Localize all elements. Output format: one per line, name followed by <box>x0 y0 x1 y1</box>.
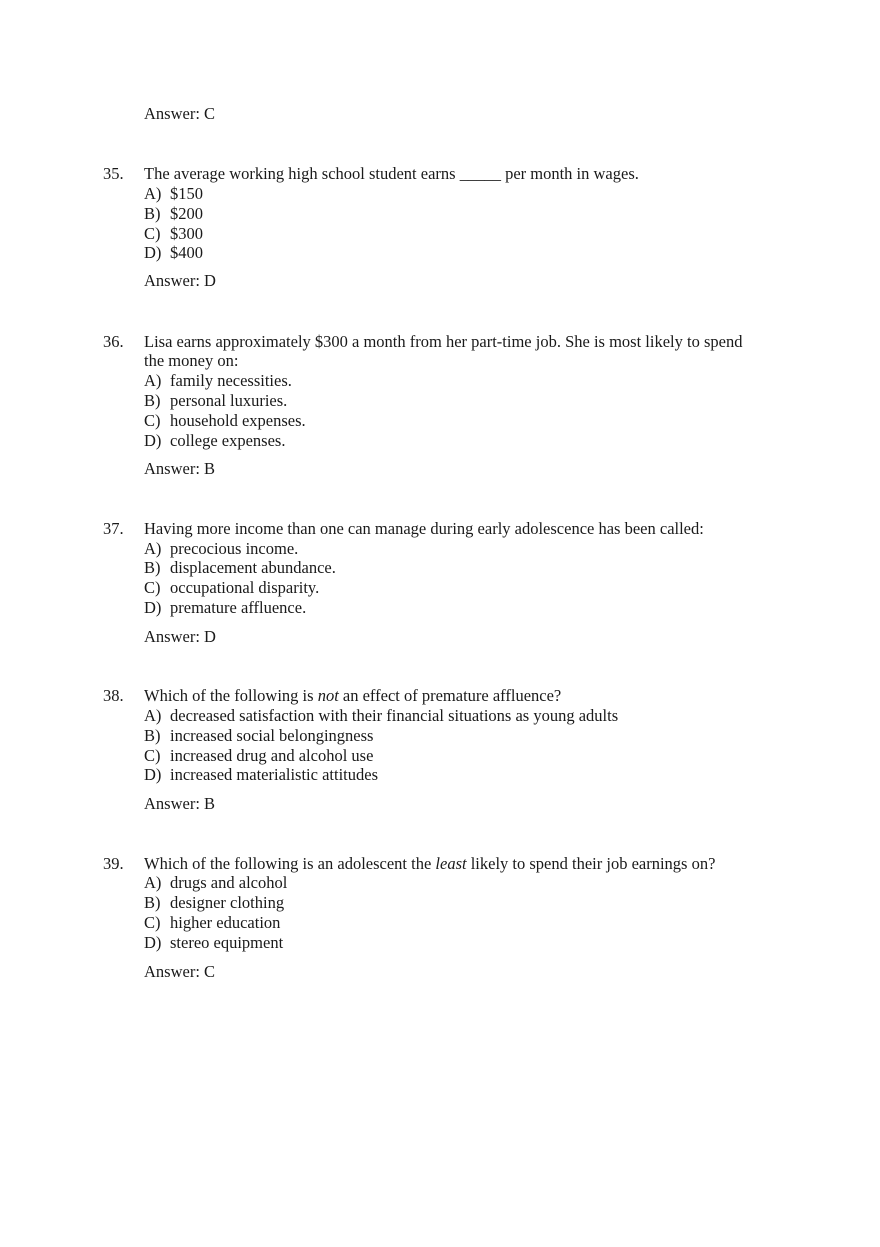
option-text: $200 <box>170 204 203 223</box>
option-letter: A) <box>144 371 162 390</box>
option-letter: C) <box>144 224 161 243</box>
option-text: increased social belongingness <box>170 726 374 745</box>
option-text: household expenses. <box>170 411 306 430</box>
question-stem: Having more income than one can manage during early adolescence has been called: <box>144 519 704 538</box>
question-number: 35. <box>103 164 124 183</box>
option-c <box>144 746 373 766</box>
question-number: 38. <box>103 686 124 705</box>
option-d <box>144 243 203 263</box>
option-b <box>144 726 373 746</box>
option-d <box>144 598 306 618</box>
stem-emphasis: not <box>317 686 339 705</box>
stem-text: Which of the following is an adolescent the <box>144 854 436 873</box>
option-letter: D) <box>144 598 162 617</box>
option-d <box>144 765 378 785</box>
answer-34: Answer: C <box>144 104 216 123</box>
option-d <box>144 431 285 451</box>
question-stem-line-2: the money on: <box>144 351 239 370</box>
option-letter: C) <box>144 411 161 430</box>
option-letter: B) <box>144 893 161 912</box>
option-text: $150 <box>170 184 203 203</box>
option-letter: B) <box>144 204 161 223</box>
stem-emphasis: least <box>435 854 467 873</box>
question-stem-line-1: Lisa earns approximately $300 a month from her part-time job. She is most likely to spend <box>144 332 743 351</box>
option-text: increased drug and alcohol use <box>170 746 374 765</box>
option-a <box>144 539 298 559</box>
option-text: designer clothing <box>170 893 285 912</box>
answer: Answer: B <box>144 459 216 478</box>
option-letter: C) <box>144 913 161 932</box>
option-c <box>144 913 280 933</box>
option-a <box>144 371 292 391</box>
option-text: college expenses. <box>170 431 286 450</box>
option-letter: C) <box>144 578 161 597</box>
option-a <box>144 706 618 726</box>
option-letter: B) <box>144 391 161 410</box>
option-letter: D) <box>144 765 162 784</box>
option-letter: D) <box>144 431 162 450</box>
option-letter: A) <box>144 184 162 203</box>
option-text: increased materialistic attitudes <box>170 765 378 784</box>
question-number: 37. <box>103 519 124 538</box>
option-letter: D) <box>144 933 162 952</box>
option-letter: A) <box>144 873 162 892</box>
answer: Answer: C <box>144 962 216 981</box>
question-stem <box>144 686 561 706</box>
option-text: stereo equipment <box>170 933 284 952</box>
question-stem <box>144 854 715 874</box>
option-text: personal luxuries. <box>170 391 288 410</box>
option-text: occupational disparity. <box>170 578 320 597</box>
option-text: drugs and alcohol <box>170 873 288 892</box>
option-b <box>144 558 336 578</box>
option-text: $300 <box>170 224 203 243</box>
option-c <box>144 411 306 431</box>
option-text: higher education <box>170 913 281 932</box>
answer: Answer: B <box>144 794 216 813</box>
option-text: precocious income. <box>170 539 299 558</box>
option-b <box>144 893 284 913</box>
option-c <box>144 578 319 598</box>
option-text: family necessities. <box>170 371 292 390</box>
question-number: 36. <box>103 332 124 351</box>
question-stem: The average working high school student earns _____ per month in wages. <box>144 164 639 183</box>
stem-text: Which of the following is <box>144 686 318 705</box>
option-text: premature affluence. <box>170 598 307 617</box>
option-c <box>144 224 203 244</box>
option-a <box>144 873 287 893</box>
option-letter: B) <box>144 558 161 577</box>
answer: Answer: D <box>144 271 216 290</box>
answer: Answer: D <box>144 627 216 646</box>
option-text: decreased satisfaction with their financial situations as young adults <box>170 706 619 725</box>
option-letter: B) <box>144 726 161 745</box>
option-a <box>144 184 203 204</box>
option-b <box>144 204 203 224</box>
option-letter: A) <box>144 539 162 558</box>
option-d <box>144 933 283 953</box>
option-letter: D) <box>144 243 162 262</box>
option-letter: C) <box>144 746 161 765</box>
option-b <box>144 391 287 411</box>
stem-text: an effect of premature affluence? <box>338 686 562 705</box>
option-text: $400 <box>170 243 203 262</box>
option-text: displacement abundance. <box>170 558 336 577</box>
option-letter: A) <box>144 706 162 725</box>
stem-text: likely to spend their job earnings on? <box>466 854 716 873</box>
question-number: 39. <box>103 854 124 873</box>
